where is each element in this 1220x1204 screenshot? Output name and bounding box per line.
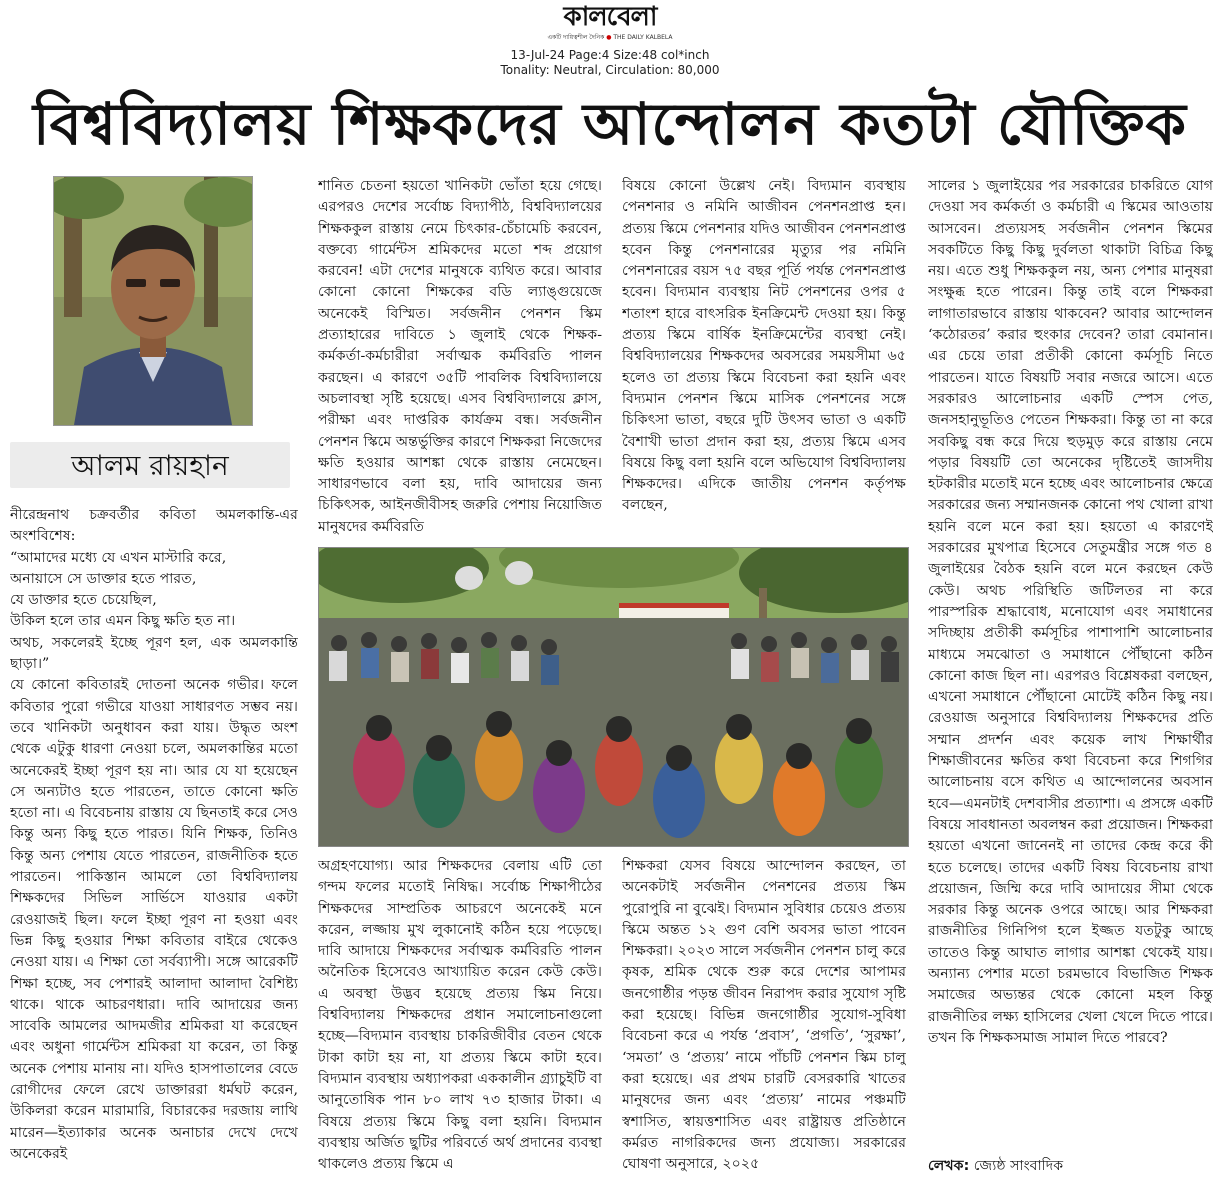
- column-1-body: যে কোনো কবিতারই দোতনা অনেক গভীর। ফলে কবিতার পুরো গভীরে যাওয়া সাধারণত সম্ভব নয়। তবে খানিকটা অনুধাবন করা যায়। উদ্ধৃত অংশ থেকে এটুকু ধারণা নেওয়া চলে, অমলকান্তির মতো অনেকেরই ইচ্ছা পূরণ হয় না। আর যে যা হয়েছেন সে অন্যটাও হতে পারতেন, তাতে কোনো ক্ষতি হতো না। এ বিবেচনায় রাস্তায় যে ছিনতাই করে সেও কিন্তু অন্য কিছু হতে পারত। যিনি শিক্ষক, তিনিও কিন্তু অন্য পেশায় যেতে পারতেন, রাজনীতিক হতে পারতেন। পাকিস্তান আমলে তো বিশ্ববিদ্যালয় শিক্ষকদের সিভিল সার্ভিসে যাওয়ার একটা রেওয়াজই ছিল। ফলে ইচ্ছা পূরণ না হওয়া এবং ভিন্ন কিছু হওয়ার শিক্ষা কবিতার বাইরে থেকেও নেওয়া যায়। এ শিক্ষা তো সর্বব্যাপী। সঙ্গে আরেকটি শিক্ষা হচ্ছে, সব পেশারই আলাদা আলাদা বৈশিষ্ট্য থাকে। থাকে আচরণধারা। দাবি আদায়ের জন্য সাবেকি আমলের আদমজীর শ্রমিকরা যা করেছেন এবং অধুনা গার্মেন্টস শ্রমিকরা যা করেন, তা কিন্তু অনেক পেশায় মানায় না। যদিও হাসপাতালের বেডে রোগীদের ফেলে রেখে ডাক্তাররা ধর্মঘট করেন, উকিলরা করেন মারামারি, বিচারকের দরজায় লাথি মারেন—ইত্যাকার অনেক অনাচার দেখে দেখে অনেকেরই: [10, 677, 298, 1162]
- author-note-text: জ্যেষ্ঠ সাংবাদিক: [973, 1158, 1064, 1174]
- author-photo: [53, 176, 253, 426]
- column-3-top-text: বিষয়ে কোনো উল্লেখ নেই। বিদ্যমান ব্যবস্থায় পেনশনার ও নমিনি আজীবন পেনশনপ্রাপ্ত হন। প্রত্যয় স্কিমে পেনশনার যদিও আজীবন পেনশনপ্রাপ্ত হবেন কিন্তু পেনশনারের মৃত্যুর পর নমিনি পেনশনারের বয়স ৭৫ বছর পূর্তি পর্যন্ত পেনশনপ্রাপ্ত হবেন। বিদ্যমান ব্যবস্থায় নিট পেনশনের ওপর ৫ শতাংশ হারে বাৎসরিক ইনক্রিমেন্ট দেওয়া হয়। কিন্তু প্রত্যয় স্কিমে বার্ষিক ইনক্রিমেন্টের ব্যবস্থা নেই। বিশ্ববিদ্যালয়ের শিক্ষকদের অবসরের সময়সীমা ৬৫ হলেও তা প্রত্যয় স্কিমে বিবেচনা করা হয়নি এবং বিদ্যমান পেনশন স্কিমে মাসিক পেনশনের সঙ্গে চিকিৎসা ভাতা, বছরে দুটি উৎসব ভাতা ও একটি বৈশাখী ভাতা প্রদান করা হয়, প্রত্যয় স্কিমে এসব বিষয়ে কিছু বলা হয়নি বলে অভিযোগ বিশ্ববিদ্যালয় শিক্ষকদের। এদিকে জাতীয় পেনশন কর্তৃপক্ষ বলছেন,: [622, 178, 906, 514]
- clip-meta-date-size: 13-Jul-24 Page:4 Size:48 col*inch: [510, 48, 710, 62]
- tagline-english: THE DAILY KALBELA: [613, 34, 673, 41]
- author-note: [928, 1155, 1213, 1179]
- clip-meta-tonality: Tonality: Neutral, Circulation: 80,000: [500, 63, 720, 77]
- author-note-label: লেখক:: [928, 1158, 970, 1174]
- column-2-bottom-text: অগ্রহণযোগ্য। আর শিক্ষকদের বেলায় এটি তো গন্দম ফলের মতোই নিষিদ্ধ। সর্বোচ্চ শিক্ষাপীঠের শিক্ষকদের সাম্প্রতিক আচরণে অনেকেই মনে করেন, লজ্জায় মুখ লুকানোই কঠিন হয়ে পড়েছে। দাবি আদায়ে শিক্ষকদের সর্বাত্মক কর্মবিরতি পালন অনৈতিক হিসেবেও আখ্যায়িত করেন কেউ কেউ। এ অবস্থা উদ্ভব হয়েছে প্রত্যয় স্কিম নিয়ে। বিশ্ববিদ্যালয় শিক্ষকদের প্রধান সমালোচনাগুলো হচ্ছে—বিদ্যমান ব্যবস্থায় চাকরিজীবীর বেতন থেকে টাকা কাটা হয় না, যা প্রত্যয় স্কিমে কাটা হবে। বিদ্যমান ব্যবস্থায় অধ্যাপকরা এককালীন গ্র্যাচুইটি বা আনুতোষিক পান ৮০ লাখ ৭৩ হাজার টাকা। এ বিষয়ে প্রত্যয় স্কিমে কিছু বলা হয়নি। বিদ্যমান ব্যবস্থায় অর্জিত ছুটির পরিবর্তে অর্থ প্রদানের ব্যবস্থা থাকলেও প্রত্যয় স্কিমে এ: [318, 858, 602, 1173]
- article-column-2-bottom: [318, 856, 602, 1186]
- column-4-text: সালের ১ জুলাইয়ের পর সরকারের চাকরিতে যোগ দেওয়া সব কর্মকর্তা ও কর্মচারী এ স্কিমের আওতায় আসবেন। প্রত্যয়সহ সর্বজনীন পেনশন স্কিমের সবকটিতে কিছু কিছু দুর্বলতা থাকাটা বিচিত্র কিছু নয়। এতে শুধু শিক্ষককুল নয়, অন্য পেশার মানুষরা সংক্ষুব্ধ হতে পারেন। কিন্তু তাই বলে শিক্ষকরা লাগাতারভাবে রাস্তায় থাকবেন? আবার আন্দোলন ‘কঠোরতর’ করার হুংকার দেবেন? তারা বেমানান। এর চেয়ে তারা প্রতীকী কোনো কর্মসূচি নিতে পারতেন। যাতে বিষয়টি সবার নজরে আসে। এতে সরকারও আলোচনার একটি স্পেস পেত, জনসহানুভূতিও পেতেন শিক্ষকরা। কিন্তু তা না করে সবকিছু বন্ধ করে দিয়ে হুড়মুড় করে রাস্তায় নেমে পড়ার বিষয়টি তো অনেকের দৃষ্টিতেই জাসদীয় হটকারীর মতোই মনে হচ্ছে এবং আলোচনার ক্ষেত্রে সরকারের জন্য সম্মানজনক কোনো পথ খোলা রাখা হয়নি বলে মনে করা হয়। হয়তো এ কারণেই সরকারের মুখপাত্র হিসেবে সেতুমন্ত্রীর সঙ্গে গত ৪ জুলাইয়ের বৈঠক হয়নি বলে মনে করছেন কেউ কেউ। অথচ পরিস্থিতি জটিলতর না করে পারস্পরিক শ্রদ্ধাবোধ, মনোযোগ এবং সমাধানের সদিচ্ছায় প্রতীকী কর্মসূচির পাশাপাশি আলোচনার মাধ্যমে সমঝোতা ও সমাধানে পৌঁছানো কঠিন কোনো কাজ ছিল না। এরপরও বিশ্লেষকরা বলছেন, এখনো সমাধানে পৌঁছানো মোটেই কঠিন কিছু নয়। রেওয়াজ অনুসারে বিশ্ববিদ্যালয় শিক্ষকদের প্রতি সম্মান প্রদর্শন এবং কয়েক লাখ শিক্ষার্থীর শিক্ষাজীবনের ক্ষতির কথা বিবেচনা করে শিগগির আলোচনায় বসে কথিত এ আন্দোলনের অবসান হবে—এমনটাই দেশবাসীর প্রত্যাশা। এ প্রসঙ্গে একটি বিষয়ে সাবধানতা অবলম্বন করা প্রয়োজন। শিক্ষকরা হয়তো এখনো জানেনই না তাদের কেন্দ্র করে কী হতে চলেছে। তাদের একটি বিষয় বিবেচনায় রাখা প্রয়োজন, জিম্মি করে দাবি আদায়ের সীমা থেকে সরকার কিন্তু অনেক ওপরে আছে। আর শিক্ষকরা রাজনীতির গিনিপিগ হলে ইজ্জত যতটুকু আছে তাতেও কিন্তু আঘাত লাগার আশঙ্কা থেকেই যায়। অন্যান্য পেশার মতো চরমভাবে বিভাজিত শিক্ষক সমাজের অভ্যন্তর থেকে কোনো মহল কিন্তু রাজনীতির লক্ষ্য হাসিলের খেলা খেলে দিতে পারে। তখন কি শিক্ষকসমাজ সামাল দিতে পারবে?: [928, 178, 1213, 1046]
- article-column-3-bottom: [622, 856, 906, 1186]
- poem-intro: নীরেন্দ্রনাথ চক্রবর্তীর কবিতা অমলকান্তি-এর অংশবিশেষ:: [10, 507, 298, 545]
- article-column-1: [10, 505, 298, 1185]
- tagline-bangla: একটি দায়িত্বশীল দৈনিক: [547, 34, 605, 41]
- protest-photo: [318, 547, 909, 847]
- article-column-2-top: [318, 176, 602, 536]
- column-2-top-text: শানিত চেতনা হয়তো খানিকটা ভোঁতা হয়ে গেছে। এরপরও দেশের সর্বোচ্চ বিদ্যাপীঠ, বিশ্ববিদ্যালয়ের শিক্ষককুল রাস্তায় নেমে চিৎকার-চেঁচামেচি করবেন, বক্তব্যে গার্মেন্টস শ্রমিকদের মতো শব্দ প্রয়োগ করবেন! এটা দেশের মানুষকে ব্যথিত করে। আবার কোনো কোনো শিক্ষকের বডি ল্যাঙ্গুয়েজে অনেকেই বিস্মিত। সর্বজনীন পেনশন স্কিম প্রত্যাহারের দাবিতে ১ জুলাই থেকে শিক্ষক-কর্মকর্তা-কর্মচারীরা সর্বাত্মক কর্মবিরতি পালন করছেন। এ কারণে ৩৫টি পাবলিক বিশ্ববিদ্যালয়ে অচলাবস্থা সৃষ্টি হয়েছে। এসব বিশ্ববিদ্যালয়ে ক্লাস, পরীক্ষা এবং দাপ্তরিক কার্যক্রম বন্ধ। সর্বজনীন পেনশন স্কিমে অন্তর্ভুক্তির কারণে শিক্ষকরা নিজেদের ক্ষতি হওয়ার আশঙ্কা থেকে রাস্তায় নেমেছেন। সাধারণভাবে বলা হয়, দাবি আদায়ের জন্য চিকিৎসক, আইনজীবীসহ জরুরি পেশায় নিয়োজিত মানুষদের কর্মবিরতি: [318, 178, 602, 535]
- article-column-4: [928, 176, 1213, 1151]
- poem-quote: “আমাদের মধ্যে যে এখন মাস্টারি করে, অনায়াসে সে ডাক্তার হতে পারত, যে ডাক্তার হতে চেয়েছিল, উকিল হলে তার এমন কিছু ক্ষতি হত না। অথচ, সকলেরই ইচ্ছে পূরণ হল, এক অমলকান্তি ছাড়া।”: [10, 549, 298, 673]
- author-byline: আলম রায়হান: [71, 449, 229, 482]
- protest-crowd-illustration: [319, 548, 908, 846]
- newspaper-logo: কালবেলা: [563, 2, 657, 32]
- logo-tagline: [540, 32, 680, 42]
- tagline-dot: ●: [606, 34, 614, 41]
- author-portrait-illustration: [54, 177, 252, 425]
- article-column-3-top: [622, 176, 906, 536]
- article-headline: বিশ্ববিদ্যালয় শিক্ষকদের আন্দোলন কতটা যৌক্তিক: [33, 90, 1187, 158]
- column-3-bottom-text: শিক্ষকরা যেসব বিষয়ে আন্দোলন করছেন, তা অনেকটাই সর্বজনীন পেনশনের প্রত্যয় স্কিম পুরোপুরি না বুঝেই। বিদ্যমান সুবিধার চেয়েও প্রত্যয় স্কিমে অন্তত ১২ গুণ বেশি অবসর ভাতা পাবেন শিক্ষকরা। ২০২৩ সালে সর্বজনীন পেনশন চালু করে কৃষক, শ্রমিক থেকে শুরু করে দেশের আপামর জনগোষ্ঠীর পড়ন্ত জীবন নিরাপদ করার সুযোগ সৃষ্টি করা হয়েছে। বিভিন্ন জনগোষ্ঠীর সুযোগ-সুবিধা বিবেচনা করে এ পর্যন্ত ‘প্রবাস’, ‘প্রগতি’, ‘সুরক্ষা’, ‘সমতা’ ও ‘প্রত্যয়’ নামে পাঁচটি পেনশন স্কিম চালু করা হয়েছে। এর প্রথম চারটি বেসরকারি খাতের মানুষদের জন্য এবং ‘প্রত্যয়’ নামের পঞ্চমটি স্বশাসিত, স্বায়ত্তশাসিত এবং রাষ্ট্রায়ত্ত প্রতিষ্ঠানে কর্মরত নাগরিকদের জন্য প্রযোজ্য। সরকারের ঘোষণা অনুসারে, ২০২৫: [622, 858, 906, 1173]
